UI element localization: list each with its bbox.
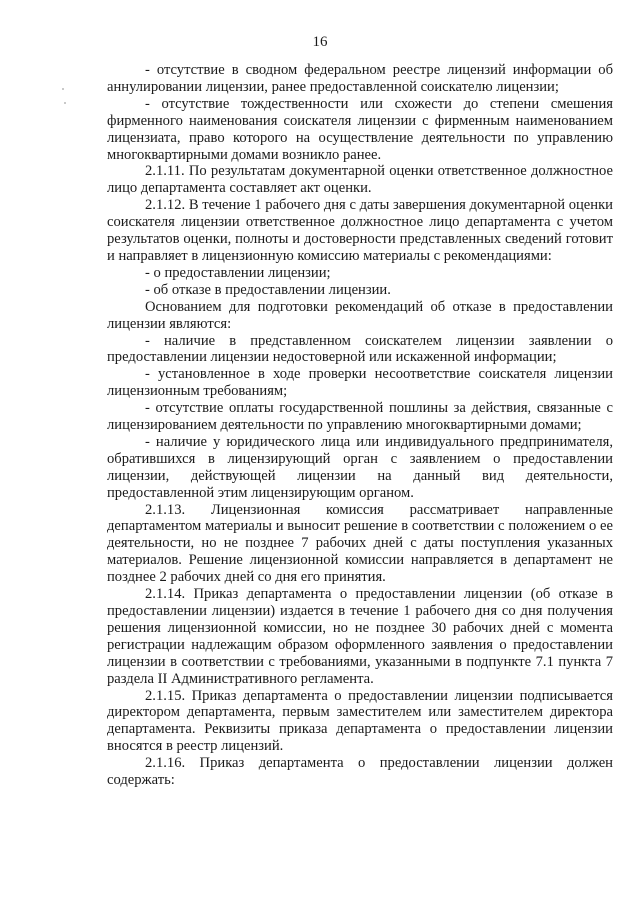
scan-speck [64,102,66,104]
document-body [107,62,613,789]
paragraph-list-item: - наличие в представленном соискателем лицензии заявлении о предоставлении лицензии недостоверной или искаженной информации; [107,332,613,366]
scan-speck [62,88,64,90]
paragraph-list-item: - об отказе в предоставлении лицензии. [145,281,391,298]
paragraph-refusal-grounds: Основанием для подготовки рекомендаций об отказе в предоставлении лицензии являются: [107,298,613,332]
paragraph-clause-2-1-16: 2.1.16. Приказ департамента о предоставлении лицензии должен содержать: [107,755,613,789]
paragraph-clause-2-1-13: 2.1.13. Лицензионная комиссия рассматривает направленные департаментом материалы и выносит решение в соответствии с положением о ее деятельности, но не позднее 7 рабочих дней с даты поступления указанных материалов. Решение лицензионной комиссии направляется в департамент не позднее 2 рабочих дней со дня его принятия. [107,501,613,586]
paragraph-clause-2-1-15: 2.1.15. Приказ департамента о предоставлении лицензии подписывается директором департамента, первым заместителем или заместителем директора департамента. Реквизиты приказа департамента о предоставлении лицензии вносятся в реестр лицензий. [107,687,613,755]
scan-specks [62,88,65,91]
page-number: 16 [312,34,328,50]
paragraph-list-item: - установленное в ходе проверки несоответствие соискателя лицензии лицензионным требованиям; [107,366,613,400]
paragraph-list-item: - отсутствие тождественности или схожести до степени смешения фирменного наименования соискателя лицензии с фирменным наименованием лицензиата, право которого на осуществление деятельности по управлению многоквартирными домами возникло ранее. [107,95,613,163]
paragraph-list-item: - отсутствие оплаты государственной пошлины за действия, связанные с лицензированием деятельности по управлению многоквартирными домами; [107,400,613,434]
paragraph-clause-2-1-12: 2.1.12. В течение 1 рабочего дня с даты завершения документарной оценки соискателя лицензии ответственное должностное лицо департамента с учетом результатов оценки, полноты и достоверности представленных сведений готовит и направляет в лицензионную комиссию материалы с рекомендациями: [107,197,613,264]
paragraph-clause-2-1-14: 2.1.14. Приказ департамента о предоставлении лицензии (об отказе в предоставлении лицензии) издается в течение 1 рабочего дня со дня получения решения лицензионной комиссии, но не позднее 30 рабочих дней с момента регистрации надлежащим образом оформленного заявления о предоставлении лицензии в соответствии с требованиями, указанными в подпункте 7.1 пункта 7 раздела II Административного регламента. [107,586,613,687]
paragraph-list-item: - отсутствие в сводном федеральном реестре лицензий информации об аннулировании лицензии, ранее предоставленной соискателю лицензии; [107,62,613,95]
paragraph-list-item: - о предоставлении лицензии; [145,264,331,281]
paragraph-list-item: - наличие у юридического лица или индивидуального предпринимателя, обратившихся в лицензирующий орган с заявлением о предоставлении лицензии, действующей лицензии на данный вид деятельности, предоставленной этим лицензирующим органом. [107,433,613,501]
paragraph-clause-2-1-11: 2.1.11. По результатам документарной оценки ответственное должностное лицо департамента составляет акт оценки. [107,163,613,197]
